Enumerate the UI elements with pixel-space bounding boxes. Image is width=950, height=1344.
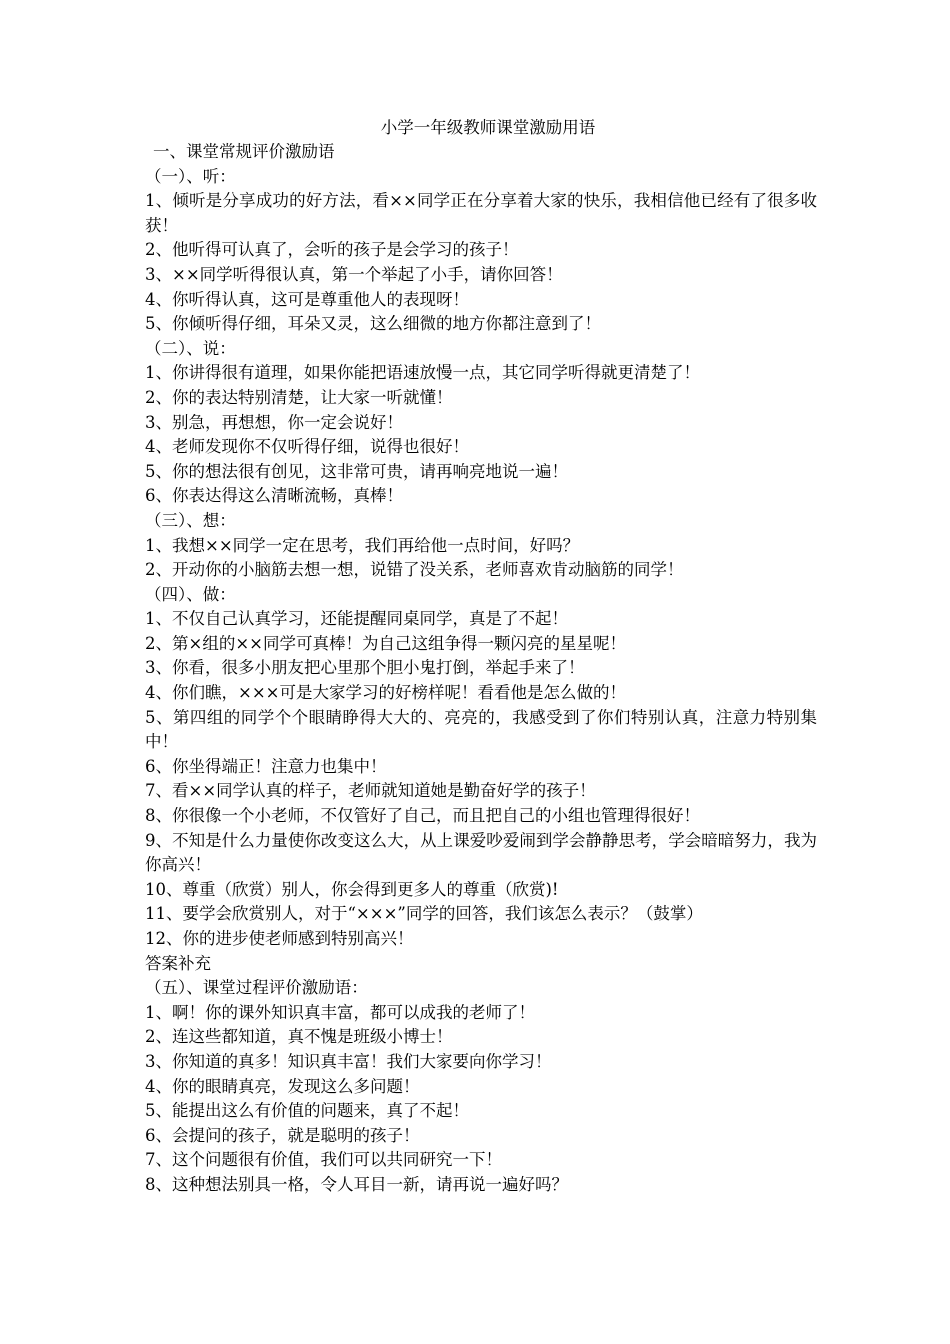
text-line: 2、开动你的小脑筋去想一想，说错了没关系，老师喜欢肯动脑筋的同学！: [145, 560, 684, 580]
text-line: 5、你的想法很有创见，这非常可贵，请再响亮地说一遍！: [145, 461, 568, 481]
text-line: 7、这个问题很有价值，我们可以共同研究一下！: [145, 1150, 502, 1170]
text-line: （四）、做：: [145, 584, 236, 604]
text-line: 6、你表达得这么清晰流畅，真棒！: [145, 486, 403, 506]
text-line: 4、你的眼睛真亮，发现这么多问题！: [145, 1076, 420, 1096]
text-line: 9、不知是什么力量使你改变这么大，从上课爱吵爱闹到学会静静思考，学会暗暗努力，我为你高兴！: [145, 830, 817, 875]
text-line: 6、你坐得端正！注意力也集中！: [145, 756, 387, 776]
text-line: 5、能提出这么有价值的问题来，真了不起！: [145, 1101, 469, 1121]
text-line: 5、你倾听得仔细，耳朵又灵，这么细微的地方你都注意到了！: [145, 314, 601, 334]
text-line: 6、会提问的孩子，就是聪明的孩子！: [145, 1125, 420, 1145]
text-line: 1、啊！你的课外知识真丰富，都可以成我的老师了！: [145, 1002, 535, 1022]
text-line: 3、××同学听得很认真，第一个举起了小手，请你回答！: [145, 264, 563, 284]
text-line: 4、老师发现你不仅听得仔细，说得也很好！: [145, 437, 469, 457]
text-line: 8、这种想法别具一格，令人耳目一新，请再说一遍好吗？: [145, 1174, 568, 1194]
text-line: 一、课堂常规评价激励语: [153, 142, 335, 161]
text-line: 8、你很像一个小老师，不仅管好了自己，而且把自己的小组也管理得很好！: [145, 806, 700, 826]
text-line: 3、你看，很多小朋友把心里那个胆小鬼打倒，举起手来了！: [145, 658, 585, 678]
text-line: 12、你的进步使老师感到特别高兴！: [145, 929, 414, 948]
text-line: 1、你讲得很有道理，如果你能把语速放慢一点，其它同学听得就更清楚了！: [145, 363, 700, 383]
text-line: 4、你们瞧，×××可是大家学习的好榜样呢！看看他是怎么做的！: [145, 683, 626, 703]
text-line: （三）、想：: [145, 510, 236, 530]
text-line: 7、看××同学认真的样子，老师就知道她是勤奋好学的孩子！: [145, 781, 596, 801]
text-line: （二）、说：: [145, 338, 236, 358]
text-line: 5、第四组的同学个个眼睛睁得大大的、亮亮的，我感受到了你们特别认真，注意力特别集中！: [145, 707, 817, 752]
text-line: 4、你听得认真，这可是尊重他人的表现呀！: [145, 289, 469, 309]
text-line: 2、你的表达特别清楚，让大家一听就懂！: [145, 387, 453, 407]
text-line: 3、你知道的真多！知识真丰富！我们大家要向你学习！: [145, 1051, 552, 1071]
text-line: 2、连这些都知道，真不愧是班级小博士！: [145, 1027, 453, 1047]
text-line: 1、倾听是分享成功的好方法，看××同学正在分享着大家的快乐，我相信他已经有了很多收获！: [145, 191, 817, 235]
text-line: 2、第×组的××同学可真棒！为自己这组争得一颗闪亮的星星呢！: [145, 633, 626, 653]
text-line: 10、尊重（欣赏）别人，你会得到更多人的尊重（欣赏)!: [145, 879, 559, 899]
text-line: 11、要学会欣赏别人，对于“×××”同学的回答，我们该怎么表示？（鼓掌）: [145, 904, 703, 924]
text-line: 2、他听得可认真了，会听的孩子是会学习的孩子！: [145, 240, 519, 260]
document-body: [145, 116, 817, 1198]
text-line: （一）、听：: [145, 166, 236, 186]
document-title: 小学一年级教师课堂激励用语: [380, 118, 596, 137]
text-line: 1、不仅自己认真学习，还能提醒同桌同学，真是了不起！: [145, 609, 568, 629]
text-line: 1、我想××同学一定在思考，我们再给他一点时间，好吗？: [145, 535, 580, 555]
text-line: 3、别急，再想想，你一定会说好！: [145, 412, 403, 432]
text-line: 答案补充: [145, 953, 211, 973]
text-line: （五）、课堂过程评价激励语：: [145, 978, 368, 998]
document-lines: [145, 140, 817, 1198]
